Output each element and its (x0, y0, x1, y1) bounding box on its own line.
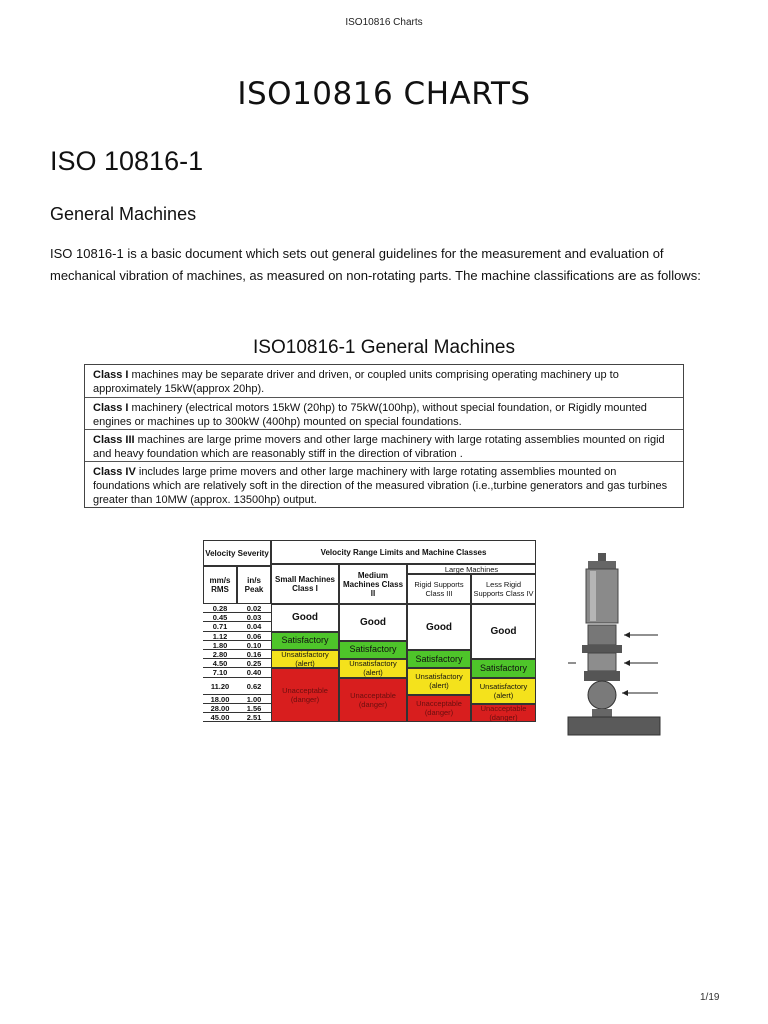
rms-value: 4.50 (203, 659, 237, 668)
zone-good: Good (271, 604, 339, 632)
zone-satisfactory: Satisfactory (271, 632, 339, 650)
column-header: Rigid Supports Class III (407, 574, 471, 604)
figure-title: ISO10816-1 General Machines (253, 337, 515, 358)
column-header: Small Machines Class I (271, 564, 339, 604)
zone-satisfactory: Satisfactory (339, 641, 407, 659)
class-row (85, 430, 683, 462)
peak-value: 0.62 (237, 678, 271, 695)
zone-good: Good (471, 604, 536, 659)
severity-header: Velocity Severity (203, 540, 271, 566)
zone-unacceptable: Unacceptable (danger) (407, 695, 471, 723)
class-description: machines are large prime movers and other large machinery with large rotating assemblies mounted on rigid and heavy foundation which are reasonably stiff in the direction of vibration . (93, 434, 665, 460)
zone-good: Good (407, 604, 471, 650)
subsection-heading: General Machines (50, 204, 197, 224)
vertical-pump-illustration (566, 553, 662, 737)
class-description: machinery (electrical motors 15kW (20hp) to 75kW(100hp), without special foundation, or Rigidly mounted engines or machines up to 300kW (400hp) mounted on special foundations. (93, 402, 647, 428)
machine-class-table (84, 364, 684, 508)
zone-unsatisfactory: Unsatisfactory (alert) (407, 668, 471, 694)
class-label: Class I (93, 402, 129, 414)
peak-value: 2.51 (237, 713, 271, 722)
page-number: 1/19 (700, 992, 720, 1003)
peak-value: 0.06 (237, 632, 271, 641)
class-label: Class IV (93, 466, 136, 478)
running-header: ISO10816 Charts (345, 17, 423, 28)
column-header: Medium Machines Class II (339, 564, 407, 604)
rms-value: 28.00 (203, 704, 237, 713)
rms-value: 0.71 (203, 622, 237, 631)
chart-title: Velocity Range Limits and Machine Classes (271, 540, 536, 564)
page-title: ISO10816 CHARTS (237, 76, 531, 112)
peak-value: 0.16 (237, 650, 271, 659)
rms-value: 7.10 (203, 668, 237, 677)
rms-value: 1.80 (203, 641, 237, 650)
rms-value: 0.45 (203, 613, 237, 622)
zone-satisfactory: Satisfactory (407, 650, 471, 668)
zone-unsatisfactory: Unsatisfactory (alert) (339, 659, 407, 677)
zone-unsatisfactory: Unsatisfactory (alert) (471, 678, 536, 704)
group-header: Large Machines (407, 564, 536, 574)
zone-satisfactory: Satisfactory (471, 659, 536, 677)
section-heading: ISO 10816-1 (50, 146, 204, 176)
column-header: Less Rigid Supports Class IV (471, 574, 536, 604)
zone-unsatisfactory: Unsatisfactory (alert) (271, 650, 339, 668)
class-label: Class III (93, 434, 135, 446)
rms-value: 45.00 (203, 713, 237, 722)
rms-value: 1.12 (203, 632, 237, 641)
intro-paragraph: ISO 10816-1 is a basic document which sets out general guidelines for the measurement and evaluation of mechanical vibration of machines, as measured on non-rotating parts. The machine classifications are as follows: (50, 246, 701, 283)
zone-unacceptable: Unacceptable (danger) (339, 678, 407, 723)
peak-value: 1.56 (237, 704, 271, 713)
peak-value: 0.25 (237, 659, 271, 668)
unit-header-mm: mm/s RMS (203, 566, 237, 604)
zone-unacceptable: Unacceptable (danger) (471, 704, 536, 722)
class-row (85, 398, 683, 430)
peak-value: 1.00 (237, 695, 271, 704)
class-description: includes large prime movers and other large machinery with large rotating assemblies mounted on foundations which are relatively soft in the direction of the measured vibration (i.e.,turbine generators and gas turbines greater than 10MW (approx. 13500hp) output. (93, 466, 668, 506)
rms-value: 2.80 (203, 650, 237, 659)
zone-unacceptable: Unacceptable (danger) (271, 668, 339, 722)
class-description: machines may be separate driver and driven, or coupled units comprising operating machinery up to approximately 15kW(approx 20hp). (93, 369, 619, 395)
class-row (85, 462, 683, 507)
peak-value: 0.04 (237, 622, 271, 631)
peak-value: 0.10 (237, 641, 271, 650)
peak-value: 0.40 (237, 668, 271, 677)
rms-value: 0.28 (203, 604, 237, 613)
peak-value: 0.03 (237, 613, 271, 622)
class-row (85, 365, 683, 398)
class-label: Class I (93, 369, 129, 381)
peak-value: 0.02 (237, 604, 271, 613)
vibration-severity-chart (203, 540, 536, 736)
unit-header-in: in/s Peak (237, 566, 271, 604)
rms-value: 18.00 (203, 695, 237, 704)
zone-good: Good (339, 604, 407, 641)
rms-value: 11.20 (203, 678, 237, 695)
